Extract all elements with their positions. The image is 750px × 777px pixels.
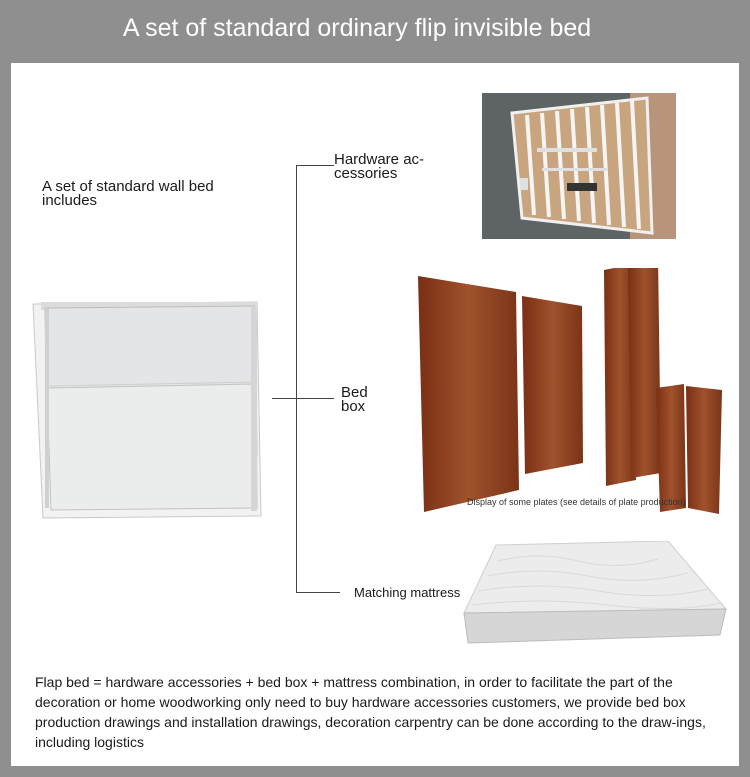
page-title: A set of standard ordinary flip invisible bed bbox=[122, 14, 592, 42]
intro-label bbox=[42, 180, 214, 208]
bed-box-plates-image bbox=[416, 268, 731, 518]
connector-mattress bbox=[296, 592, 340, 593]
footer-description: Flap bed = hardware accessories + bed box + mattress combination, in order to facilitate the part of the decoration or home woodworking only need to buy hardware accessories customers, we provide bed box production drawings and installation drawings, decoration carpentry can be done according to the draw-ings, including logistics bbox=[35, 674, 706, 750]
hardware-label-line2: cessories bbox=[334, 165, 398, 182]
wall-bed-cabinet-image bbox=[31, 296, 263, 521]
hardware-accessories-image bbox=[482, 93, 676, 239]
bedbox-label-line2: box bbox=[341, 398, 366, 415]
mattress-label: Matching mattress bbox=[354, 585, 461, 600]
connector-hardware bbox=[296, 165, 334, 166]
hardware-label-line1: Hardware ac- bbox=[334, 151, 425, 168]
bedbox-label bbox=[341, 386, 368, 414]
plates-caption: Display of some plates (see details of plate production) bbox=[467, 497, 686, 507]
connector-trunk bbox=[296, 165, 297, 593]
mattress-image bbox=[458, 541, 728, 649]
bedbox-label-line1: Bed bbox=[341, 384, 368, 401]
connector-main bbox=[272, 398, 334, 399]
intro-label-line2: includes bbox=[42, 192, 98, 209]
intro-label-line1: A set of standard wall bed bbox=[42, 178, 214, 195]
hardware-label bbox=[334, 153, 424, 181]
content-panel bbox=[11, 63, 739, 766]
